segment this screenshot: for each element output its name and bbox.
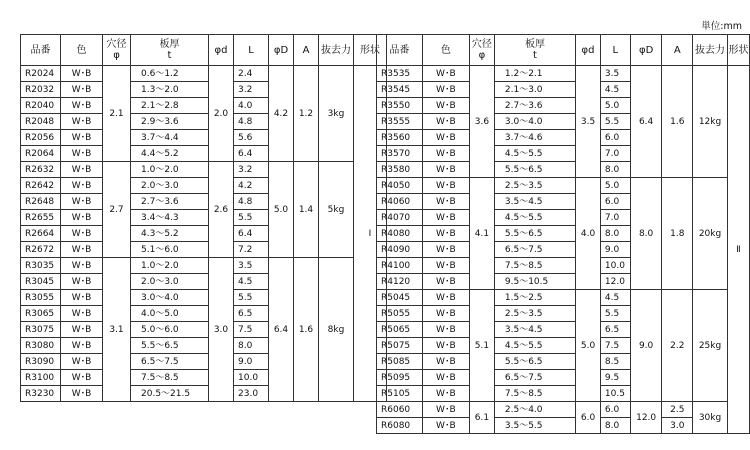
column-header-hole-line: 穴径 [471, 39, 492, 50]
length: 23.0 [234, 386, 269, 402]
plate-thickness: 1.0～2.0 [131, 258, 209, 274]
part-number: R3550 [377, 98, 423, 114]
part-number: R2064 [21, 146, 61, 162]
part-number: R3230 [21, 386, 61, 402]
color-code: W･B [422, 66, 469, 82]
part-number: R2632 [21, 162, 61, 178]
length: 7.0 [600, 210, 630, 226]
plate-thickness: 7.5～8.5 [494, 386, 575, 402]
color-code: W･B [61, 322, 103, 338]
color-code: W･B [422, 114, 469, 130]
plate-thickness: 3.5～4.5 [494, 322, 575, 338]
length: 10.0 [600, 258, 630, 274]
color-code: W･B [422, 354, 469, 370]
plate-thickness: 5.0～6.0 [131, 322, 209, 338]
column-header-thickness-line: 板厚 [525, 39, 546, 50]
part-number: R2655 [21, 210, 61, 226]
part-number: R2032 [21, 82, 61, 98]
color-code: W･B [422, 338, 469, 354]
color-code: W･B [61, 242, 103, 258]
column-header-part: 品番 [21, 35, 61, 66]
length: 7.2 [234, 242, 269, 258]
spec-table-left [20, 34, 387, 402]
column-header-hole [103, 35, 131, 66]
column-header-shape: 形状 [354, 35, 387, 66]
part-number: R4060 [377, 194, 423, 210]
part-number: R3560 [377, 130, 423, 146]
color-code: W･B [61, 114, 103, 130]
dimension-a: 2.5 [662, 402, 693, 418]
pull-out-force: 8kg [319, 258, 354, 402]
part-number: R2040 [21, 98, 61, 114]
plate-thickness: 7.5～8.5 [494, 258, 575, 274]
plate-thickness: 4.5～5.5 [494, 146, 575, 162]
pull-out-force: 25kg [693, 290, 728, 402]
column-header-D: φD [630, 35, 662, 66]
color-code: W･B [61, 98, 103, 114]
plate-thickness: 6.5～7.5 [494, 242, 575, 258]
head-diameter: 4.2 [269, 66, 294, 162]
part-number: R3055 [21, 290, 61, 306]
length: 5.5 [600, 306, 630, 322]
length: 7.0 [600, 146, 630, 162]
column-header-d: φd [576, 35, 601, 66]
plate-thickness: 2.5～3.5 [494, 306, 575, 322]
length: 5.6 [234, 130, 269, 146]
plate-thickness: 2.5～3.5 [494, 178, 575, 194]
length: 12.0 [600, 274, 630, 290]
length: 6.0 [600, 194, 630, 210]
part-number: R3045 [21, 274, 61, 290]
table-row [21, 66, 387, 82]
plate-thickness: 4.0～5.0 [131, 306, 209, 322]
table-row [21, 258, 387, 274]
hole-diameter: 2.1 [103, 66, 131, 162]
spec-table-right [376, 34, 750, 434]
column-header-color: 色 [422, 35, 469, 66]
plate-thickness: 0.6～1.2 [131, 66, 209, 82]
length: 4.8 [234, 114, 269, 130]
column-header-shape: 形状 [727, 35, 749, 66]
plate-thickness: 3.7～4.6 [494, 130, 575, 146]
plate-thickness: 4.5～5.5 [494, 338, 575, 354]
plate-thickness: 3.5～5.5 [494, 418, 575, 434]
part-number: R3555 [377, 114, 423, 130]
length: 3.2 [234, 162, 269, 178]
table-header [377, 35, 750, 66]
color-code: W･B [422, 130, 469, 146]
plate-thickness: 4.5～5.5 [494, 210, 575, 226]
length: 2.4 [234, 66, 269, 82]
part-number: R5045 [377, 290, 423, 306]
color-code: W･B [61, 66, 103, 82]
hole-diameter: 3.1 [103, 258, 131, 402]
table-row [377, 66, 750, 82]
length: 6.0 [600, 130, 630, 146]
plate-thickness: 3.4～4.3 [131, 210, 209, 226]
header-row [21, 35, 387, 66]
length: 7.5 [234, 322, 269, 338]
dimension-a: 1.6 [294, 258, 319, 402]
length: 8.0 [600, 226, 630, 242]
length: 5.5 [600, 114, 630, 130]
plate-thickness: 2.7～3.6 [494, 98, 575, 114]
part-number: R5065 [377, 322, 423, 338]
head-diameter: 8.0 [630, 178, 662, 290]
shaft-diameter: 3.0 [209, 258, 234, 402]
part-number: R5055 [377, 306, 423, 322]
color-code: W･B [422, 322, 469, 338]
plate-thickness: 6.5～7.5 [494, 370, 575, 386]
plate-thickness: 9.5～10.5 [494, 274, 575, 290]
column-header-force: 抜去力 [693, 35, 728, 66]
length: 4.8 [234, 194, 269, 210]
shaft-diameter: 4.0 [576, 178, 601, 290]
shaft-diameter: 2.0 [209, 66, 234, 162]
plate-thickness: 5.5～6.5 [494, 162, 575, 178]
header-row [377, 35, 750, 66]
head-diameter: 6.4 [269, 258, 294, 402]
color-code: W･B [422, 306, 469, 322]
color-code: W･B [422, 274, 469, 290]
pull-out-force: 5kg [319, 162, 354, 258]
color-code: W･B [61, 290, 103, 306]
column-header-L: L [234, 35, 269, 66]
color-code: W･B [422, 178, 469, 194]
length: 10.5 [600, 386, 630, 402]
length: 9.5 [600, 370, 630, 386]
color-code: W･B [61, 146, 103, 162]
length: 3.2 [234, 82, 269, 98]
plate-thickness: 2.9～3.6 [131, 114, 209, 130]
part-number: R5105 [377, 386, 423, 402]
plate-thickness: 3.5～4.5 [494, 194, 575, 210]
color-code: W･B [422, 194, 469, 210]
color-code: W･B [61, 258, 103, 274]
length: 9.0 [234, 354, 269, 370]
color-code: W･B [422, 82, 469, 98]
shape-type: Ⅱ [727, 66, 749, 434]
table-body [377, 66, 750, 434]
color-code: W･B [422, 370, 469, 386]
part-number: R3100 [21, 370, 61, 386]
part-number: R3570 [377, 146, 423, 162]
length: 3.5 [600, 66, 630, 82]
hole-diameter: 6.1 [469, 402, 494, 434]
column-header-color: 色 [61, 35, 103, 66]
part-number: R4100 [377, 258, 423, 274]
plate-thickness: 6.5～7.5 [131, 354, 209, 370]
part-number: R4050 [377, 178, 423, 194]
table-row [377, 178, 750, 194]
plate-thickness: 4.4～5.2 [131, 146, 209, 162]
head-diameter: 6.4 [630, 66, 662, 178]
part-number: R3090 [21, 354, 61, 370]
length: 5.5 [234, 210, 269, 226]
pull-out-force: 12kg [693, 66, 728, 178]
hole-diameter: 5.1 [469, 290, 494, 402]
column-header-hole [469, 35, 494, 66]
plate-thickness: 5.5～6.5 [494, 354, 575, 370]
shape-type: I [354, 66, 387, 402]
length: 10.0 [234, 370, 269, 386]
column-header-hole-line: 穴径 [106, 39, 127, 50]
shaft-diameter: 2.6 [209, 162, 234, 258]
column-header-part: 品番 [377, 35, 423, 66]
part-number: R5075 [377, 338, 423, 354]
column-header-thickness-line: 板厚 [159, 39, 180, 50]
part-number: R6060 [377, 402, 423, 418]
length: 7.5 [600, 338, 630, 354]
length: 9.0 [600, 242, 630, 258]
part-number: R3580 [377, 162, 423, 178]
plate-thickness: 2.1～2.8 [131, 98, 209, 114]
table-body [21, 66, 387, 402]
plate-thickness: 3.7～4.4 [131, 130, 209, 146]
head-diameter: 12.0 [630, 402, 662, 434]
color-code: W･B [61, 306, 103, 322]
length: 6.5 [600, 322, 630, 338]
hole-diameter: 3.6 [469, 66, 494, 178]
color-code: W･B [61, 162, 103, 178]
part-number: R3535 [377, 66, 423, 82]
plate-thickness: 5.1～6.0 [131, 242, 209, 258]
length: 3.5 [234, 258, 269, 274]
part-number: R3065 [21, 306, 61, 322]
column-header-A: A [662, 35, 693, 66]
dimension-a: 2.2 [662, 290, 693, 402]
head-diameter: 5.0 [269, 162, 294, 258]
part-number: R2056 [21, 130, 61, 146]
part-number: R3080 [21, 338, 61, 354]
dimension-a: 1.6 [662, 66, 693, 178]
part-number: R3075 [21, 322, 61, 338]
shaft-diameter: 6.0 [576, 402, 601, 434]
column-header-thickness-line: t [533, 50, 537, 61]
part-number: R6080 [377, 418, 423, 434]
color-code: W･B [422, 386, 469, 402]
color-code: W･B [422, 146, 469, 162]
color-code: W･B [422, 98, 469, 114]
plate-thickness: 20.5～21.5 [131, 386, 209, 402]
color-code: W･B [422, 418, 469, 434]
plate-thickness: 5.5～6.5 [494, 226, 575, 242]
plate-thickness: 2.5～4.0 [494, 402, 575, 418]
length: 5.0 [600, 178, 630, 194]
column-header-thickness [131, 35, 209, 66]
plate-thickness: 2.7～3.6 [131, 194, 209, 210]
color-code: W･B [61, 82, 103, 98]
plate-thickness: 2.1～3.0 [494, 82, 575, 98]
part-number: R3035 [21, 258, 61, 274]
plate-thickness: 7.5～8.5 [131, 370, 209, 386]
column-header-thickness [494, 35, 575, 66]
table-row [377, 290, 750, 306]
length: 6.0 [600, 402, 630, 418]
part-number: R3545 [377, 82, 423, 98]
part-number: R4090 [377, 242, 423, 258]
plate-thickness: 1.3～2.0 [131, 82, 209, 98]
column-header-d: φd [209, 35, 234, 66]
column-header-A: A [294, 35, 319, 66]
shaft-diameter: 3.5 [576, 66, 601, 178]
length: 8.0 [600, 418, 630, 434]
pull-out-force: 30kg [693, 402, 728, 434]
color-code: W･B [61, 130, 103, 146]
shaft-diameter: 5.0 [576, 290, 601, 402]
length: 8.0 [600, 162, 630, 178]
color-code: W･B [61, 210, 103, 226]
part-number: R2648 [21, 194, 61, 210]
column-header-thickness-line: t [167, 50, 172, 61]
plate-thickness: 3.0～4.0 [131, 290, 209, 306]
length: 6.4 [234, 146, 269, 162]
length: 4.5 [600, 290, 630, 306]
length: 5.0 [600, 98, 630, 114]
plate-thickness: 2.0～3.0 [131, 178, 209, 194]
head-diameter: 9.0 [630, 290, 662, 402]
color-code: W･B [61, 194, 103, 210]
dimension-a: 3.0 [662, 418, 693, 434]
color-code: W･B [61, 354, 103, 370]
table-header [21, 35, 387, 66]
column-header-hole-line: φ [113, 50, 120, 61]
part-number: R2024 [21, 66, 61, 82]
length: 6.4 [234, 226, 269, 242]
hole-diameter: 2.7 [103, 162, 131, 258]
column-header-hole-line: φ [478, 50, 486, 61]
unit-label: 単位:mm [701, 21, 742, 32]
color-code: W･B [61, 370, 103, 386]
table-row [21, 162, 387, 178]
part-number: R2642 [21, 178, 61, 194]
color-code: W･B [422, 258, 469, 274]
length: 4.0 [234, 98, 269, 114]
length: 4.5 [234, 274, 269, 290]
plate-thickness: 4.3～5.2 [131, 226, 209, 242]
color-code: W･B [422, 242, 469, 258]
color-code: W･B [422, 210, 469, 226]
part-number: R4070 [377, 210, 423, 226]
part-number: R5085 [377, 354, 423, 370]
part-number: R4120 [377, 274, 423, 290]
plate-thickness: 5.5～6.5 [131, 338, 209, 354]
plate-thickness: 1.2～2.1 [494, 66, 575, 82]
color-code: W･B [422, 162, 469, 178]
length: 4.5 [600, 82, 630, 98]
color-code: W･B [61, 178, 103, 194]
color-code: W･B [422, 290, 469, 306]
color-code: W･B [61, 386, 103, 402]
length: 8.0 [234, 338, 269, 354]
color-code: W･B [422, 226, 469, 242]
plate-thickness: 1.0～2.0 [131, 162, 209, 178]
length: 6.5 [234, 306, 269, 322]
plate-thickness: 3.0～4.0 [494, 114, 575, 130]
part-number: R2048 [21, 114, 61, 130]
plate-thickness: 1.5～2.5 [494, 290, 575, 306]
plate-thickness: 2.0～3.0 [131, 274, 209, 290]
column-header-L: L [600, 35, 630, 66]
length: 4.2 [234, 178, 269, 194]
dimension-a: 1.2 [294, 66, 319, 162]
color-code: W･B [422, 402, 469, 418]
part-number: R5095 [377, 370, 423, 386]
length: 5.5 [234, 290, 269, 306]
column-header-D: φD [269, 35, 294, 66]
hole-diameter: 4.1 [469, 178, 494, 290]
dimension-a: 1.4 [294, 162, 319, 258]
color-code: W･B [61, 338, 103, 354]
part-number: R2672 [21, 242, 61, 258]
dimension-a: 1.8 [662, 178, 693, 290]
part-number: R2664 [21, 226, 61, 242]
pull-out-force: 20kg [693, 178, 728, 290]
part-number: R4080 [377, 226, 423, 242]
color-code: W･B [61, 274, 103, 290]
pull-out-force: 3kg [319, 66, 354, 162]
color-code: W･B [61, 226, 103, 242]
column-header-force: 抜去力 [319, 35, 354, 66]
table-row [377, 402, 750, 418]
length: 8.5 [600, 354, 630, 370]
